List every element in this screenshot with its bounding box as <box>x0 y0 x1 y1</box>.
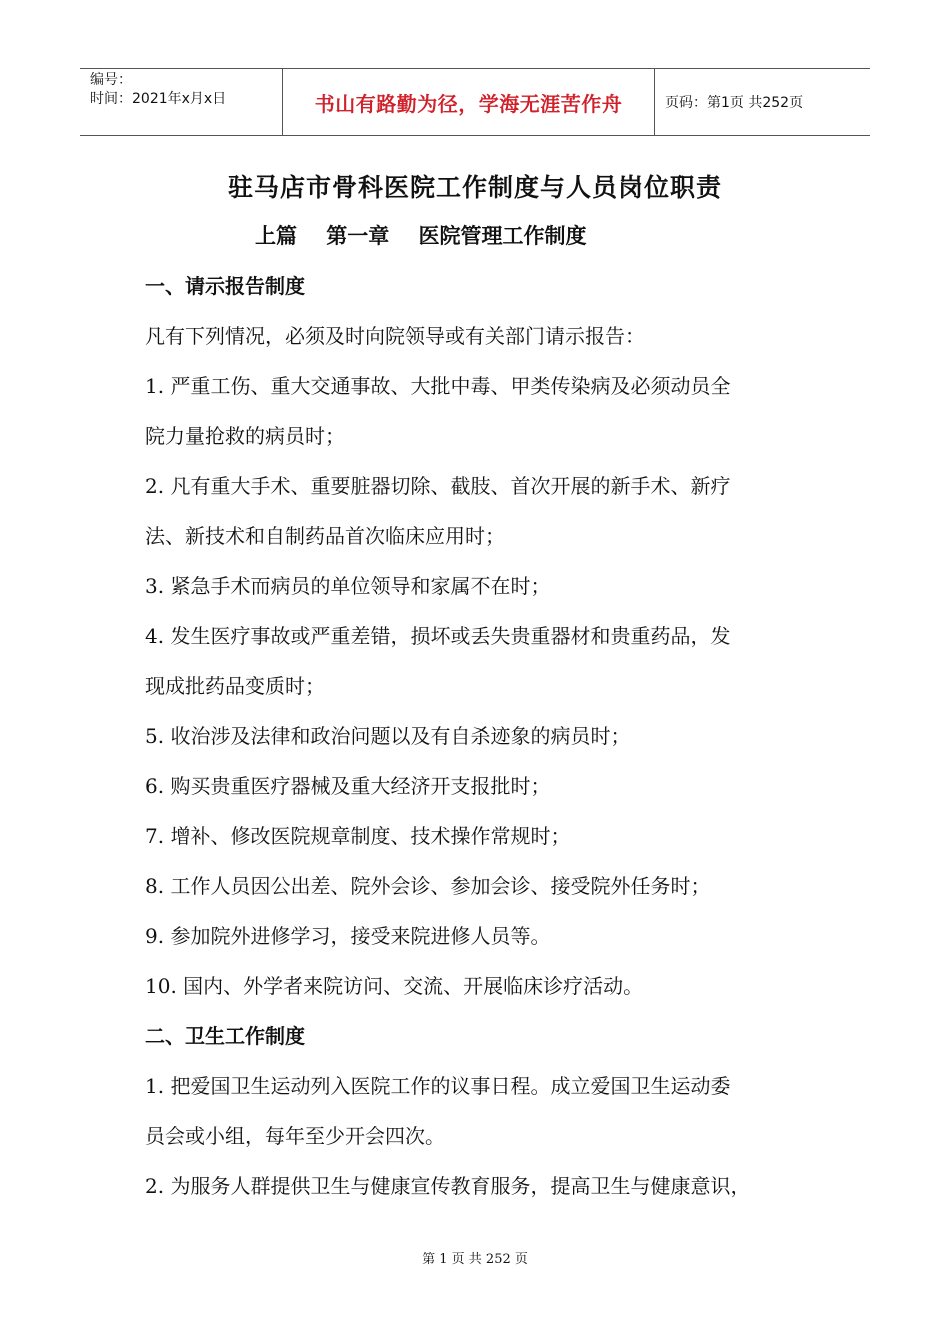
page-footer: 第 1 页 共 252 页 <box>422 1252 528 1267</box>
time-label: 时间：2021年x月x日 <box>90 91 227 107</box>
header-table <box>80 68 870 136</box>
header-page-info: 页码：第1页 共252页 <box>665 95 804 111</box>
paragraph-line: 凡有下列情况，必须及时向院领导或有关部门请示报告： <box>145 324 645 348</box>
paragraph-line: 员会或小组，每年至少开会四次。 <box>145 1124 445 1148</box>
paragraph-line: 10. 国内、外学者来院访问、交流、开展临床诊疗活动。 <box>145 974 644 998</box>
paragraph-line: 院力量抢救的病员时； <box>145 424 345 448</box>
paragraph-line: 9. 参加院外进修学习，接受来院进修人员等。 <box>145 924 551 948</box>
paragraph-line: 2. 凡有重大手术、重要脏器切除、截肢、首次开展的新手术、新疗 <box>145 474 731 498</box>
number-label: 编号： <box>90 72 132 88</box>
paragraph-line: 现成批药品变质时； <box>145 674 325 698</box>
document-title: 驻马店市骨科医院工作制度与人员岗位职责 <box>227 173 722 202</box>
paragraph-line: 4. 发生医疗事故或严重差错，损坏或丢失贵重器材和贵重药品，发 <box>145 624 731 648</box>
paragraph-line: 1. 严重工伤、重大交通事故、大批中毒、甲类传染病及必须动员全 <box>145 374 731 398</box>
paragraph-line: 7. 增补、修改医院规章制度、技术操作常规时； <box>145 824 571 848</box>
paragraph-line: 2. 为服务人群提供卫生与健康宣传教育服务，提高卫生与健康意识， <box>145 1174 751 1198</box>
paragraph-line: 1. 把爱国卫生运动列入医院工作的议事日程。成立爱国卫生运动委 <box>145 1074 731 1098</box>
header-meta <box>80 69 282 135</box>
header-motto: 书山有路勤为径，学海无涯苦作舟 <box>282 69 655 135</box>
section-heading: 二、卫生工作制度 <box>145 1024 305 1048</box>
paragraph-line: 3. 紧急手术而病员的单位领导和家属不在时； <box>145 574 551 598</box>
section-heading: 一、请示报告制度 <box>145 274 305 298</box>
paragraph-line: 6. 购买贵重医疗器械及重大经济开支报批时； <box>145 774 551 798</box>
paragraph-line: 法、新技术和自制药品首次临床应用时； <box>145 524 505 548</box>
paragraph-line: 8. 工作人员因公出差、院外会诊、参加会诊、接受院外任务时； <box>145 874 711 898</box>
chapter-title: 上篇 第一章 医院管理工作制度 <box>255 223 587 248</box>
paragraph-line: 5. 收治涉及法律和政治问题以及有自杀迹象的病员时； <box>145 724 631 748</box>
